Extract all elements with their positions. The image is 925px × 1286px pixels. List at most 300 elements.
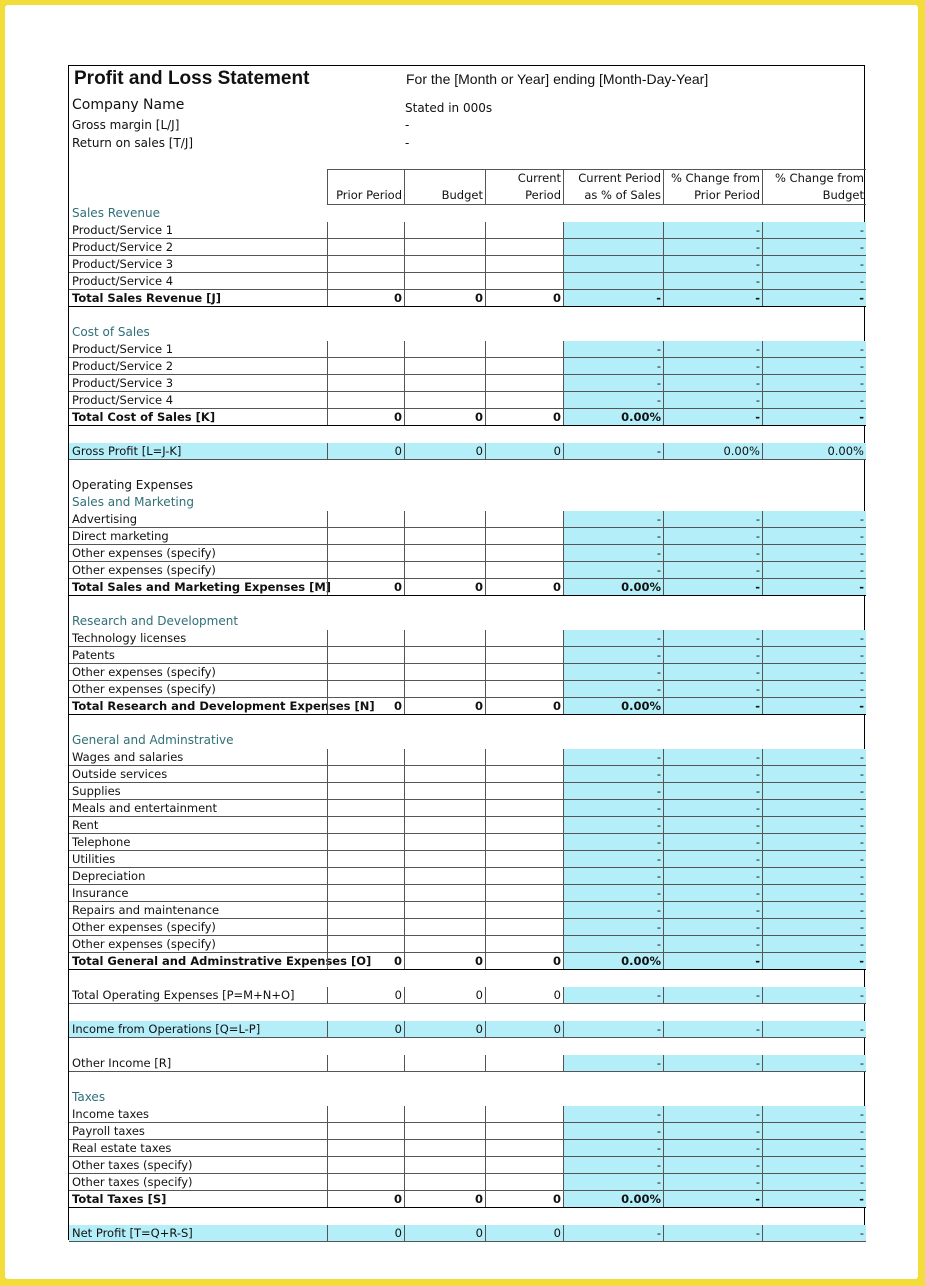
cell-col-5[interactable]: - [663,562,762,579]
row-label: Other taxes (specify) [72,1158,193,1172]
cell-col-5[interactable]: - [663,375,762,392]
cell-col-4[interactable]: - [563,1157,663,1174]
cell-col-2[interactable] [404,817,485,834]
cell-col-6[interactable]: - [762,1225,866,1242]
cell-col-3[interactable] [485,817,563,834]
cell-col-5[interactable]: - [663,1191,762,1208]
cell-col-4[interactable]: - [563,664,663,681]
cell-col-2[interactable] [404,256,485,273]
cell-col-5[interactable]: - [663,256,762,273]
cell-col-5[interactable]: - [663,545,762,562]
cell-col-3[interactable] [485,919,563,936]
cell-col-3[interactable] [485,664,563,681]
column-header-line2: Prior Period [336,188,402,202]
row-label: Real estate taxes [72,1141,172,1155]
cell-col-3[interactable] [485,392,563,409]
cell-col-4[interactable]: - [563,545,663,562]
cell-col-5[interactable]: - [663,630,762,647]
cell-col-4[interactable]: - [563,341,663,358]
row-label: Total Sales and Marketing Expenses [M] [72,580,332,594]
cell-col-2[interactable] [404,851,485,868]
cell-col-1[interactable] [327,222,404,239]
cell-col-6[interactable]: - [762,1157,866,1174]
cell-col-1[interactable] [327,647,404,664]
cell-col-4[interactable] [563,273,663,290]
cell-col-3[interactable]: 0 [485,1021,563,1038]
column-header-line1: % Change from [670,171,760,185]
cell-col-3[interactable]: 0 [485,987,563,1004]
cell-col-5[interactable]: - [663,392,762,409]
cell-col-1[interactable] [327,885,404,902]
cell-col-6[interactable]: - [762,987,866,1004]
cell-col-5[interactable]: 0.00% [663,443,762,460]
cell-col-4[interactable]: - [563,783,663,800]
cell-col-1[interactable] [327,375,404,392]
cell-col-2[interactable] [404,1157,485,1174]
cell-col-1[interactable]: 0 [327,987,404,1004]
cell-col-4[interactable]: - [563,817,663,834]
cell-col-1[interactable] [327,783,404,800]
cell-col-4[interactable]: - [563,1106,663,1123]
cell-col-1[interactable] [327,273,404,290]
cell-col-6[interactable]: - [762,919,866,936]
cell-col-3[interactable] [485,341,563,358]
cell-col-4[interactable]: - [563,902,663,919]
cell-col-2[interactable]: 0 [404,409,485,426]
cell-col-2[interactable] [404,681,485,698]
cell-col-5[interactable]: - [663,1021,762,1038]
cell-col-6[interactable]: - [762,256,866,273]
cell-col-5[interactable]: - [663,290,762,307]
company-name: Company Name [72,97,185,113]
cell-col-3[interactable]: 0 [485,1225,563,1242]
table-row [69,1140,866,1157]
cell-col-3[interactable]: 0 [485,1191,563,1208]
cell-col-3[interactable]: 0 [485,579,563,596]
cell-col-5[interactable]: - [663,953,762,970]
cell-col-6[interactable]: - [762,1140,866,1157]
cell-col-4[interactable]: 0.00% [563,953,663,970]
cell-col-2[interactable] [404,1106,485,1123]
cell-col-4[interactable]: - [563,1140,663,1157]
cell-col-5[interactable]: - [663,528,762,545]
cell-col-6[interactable]: - [762,239,866,256]
cell-col-5[interactable]: - [663,1157,762,1174]
table-row [69,919,866,936]
cell-col-4[interactable]: - [563,511,663,528]
table-row [69,273,866,290]
cell-col-2[interactable] [404,783,485,800]
column-header-line2: Budget [441,188,483,202]
cell-col-6[interactable]: - [762,358,866,375]
gross-margin-value: - [405,118,410,132]
cell-col-3[interactable] [485,834,563,851]
column-header-line2: Budget [822,188,864,202]
cell-col-1[interactable] [327,511,404,528]
cell-col-6[interactable]: - [762,681,866,698]
cell-col-6[interactable]: - [762,1106,866,1123]
cell-col-3[interactable] [485,1174,563,1191]
cell-col-6[interactable]: - [762,511,866,528]
cell-col-3[interactable] [485,358,563,375]
cell-col-3[interactable] [485,528,563,545]
cell-col-3[interactable] [485,647,563,664]
cell-col-5[interactable]: - [663,511,762,528]
cell-col-4[interactable]: - [563,681,663,698]
cell-col-1[interactable] [327,358,404,375]
cell-col-2[interactable]: 0 [404,1021,485,1038]
cell-col-2[interactable] [404,647,485,664]
total-row [69,953,866,970]
cell-col-6[interactable]: - [762,409,866,426]
cell-col-6[interactable]: - [762,375,866,392]
cell-col-5[interactable]: - [663,681,762,698]
cell-col-4[interactable]: - [563,749,663,766]
cell-col-2[interactable]: 0 [404,1225,485,1242]
cell-col-2[interactable] [404,1174,485,1191]
cell-col-5[interactable]: - [663,1055,762,1072]
cell-col-5[interactable]: - [663,919,762,936]
cell-col-1[interactable]: 0 [327,579,404,596]
cell-col-3[interactable] [485,375,563,392]
cell-col-3[interactable] [485,239,563,256]
table-row [69,800,866,817]
cell-col-4[interactable] [563,222,663,239]
cell-col-3[interactable] [485,885,563,902]
cell-col-5[interactable]: - [663,766,762,783]
cell-col-6[interactable]: - [762,698,866,715]
cell-col-2[interactable] [404,358,485,375]
cell-col-3[interactable]: 0 [485,443,563,460]
cell-col-4[interactable]: 0.00% [563,409,663,426]
cell-col-1[interactable] [327,1140,404,1157]
cell-col-2[interactable] [404,936,485,953]
table-row [69,1157,866,1174]
cell-col-1[interactable] [327,919,404,936]
cell-col-4[interactable]: - [563,375,663,392]
cell-col-2[interactable] [404,766,485,783]
cell-col-3[interactable] [485,1106,563,1123]
cell-col-3[interactable] [485,783,563,800]
cell-col-4[interactable]: - [563,1055,663,1072]
spacer-row [69,1208,866,1225]
cell-col-4[interactable]: - [563,290,663,307]
total-row [69,409,866,426]
cell-col-6[interactable]: - [762,562,866,579]
cell-col-3[interactable] [485,902,563,919]
cell-col-6[interactable]: 0.00% [762,443,866,460]
cell-col-4[interactable]: - [563,647,663,664]
cell-col-1[interactable] [327,1157,404,1174]
cell-col-3[interactable] [485,1055,563,1072]
cell-col-1[interactable]: 0 [327,698,404,715]
cell-col-2[interactable] [404,545,485,562]
cell-col-4[interactable]: 0.00% [563,1191,663,1208]
cell-col-6[interactable]: - [762,290,866,307]
cell-col-2[interactable] [404,800,485,817]
cell-col-4[interactable]: - [563,443,663,460]
cell-col-2[interactable]: 0 [404,290,485,307]
cell-col-1[interactable] [327,1174,404,1191]
cell-col-5[interactable]: - [663,800,762,817]
cell-col-6[interactable]: - [762,1055,866,1072]
cell-col-6[interactable]: - [762,817,866,834]
cell-col-6[interactable]: - [762,528,866,545]
cell-col-4[interactable]: - [563,1123,663,1140]
cell-col-4[interactable]: - [563,834,663,851]
cell-col-6[interactable]: - [762,647,866,664]
cell-col-5[interactable]: - [663,273,762,290]
cell-col-1[interactable] [327,341,404,358]
cell-col-1[interactable] [327,256,404,273]
cell-col-2[interactable]: 0 [404,443,485,460]
cell-col-1[interactable] [327,851,404,868]
cell-col-2[interactable] [404,239,485,256]
cell-col-5[interactable]: - [663,1174,762,1191]
cell-col-6[interactable]: - [762,953,866,970]
cell-col-1[interactable] [327,936,404,953]
row-label: Product/Service 3 [72,376,174,390]
cell-col-6[interactable]: - [762,1123,866,1140]
cell-col-2[interactable] [404,630,485,647]
cell-col-1[interactable]: 0 [327,443,404,460]
cell-col-5[interactable]: - [663,647,762,664]
cell-col-1[interactable] [327,681,404,698]
cell-col-5[interactable]: - [663,1225,762,1242]
cell-col-5[interactable]: - [663,1140,762,1157]
cell-col-2[interactable] [404,1055,485,1072]
cell-col-4[interactable]: 0.00% [563,698,663,715]
cell-col-5[interactable]: - [663,817,762,834]
cell-col-3[interactable] [485,630,563,647]
cell-col-1[interactable] [327,800,404,817]
cell-col-5[interactable]: - [663,749,762,766]
cell-col-6[interactable]: - [762,936,866,953]
cell-col-1[interactable]: 0 [327,1021,404,1038]
cell-col-2[interactable] [404,273,485,290]
cell-col-3[interactable] [485,1140,563,1157]
cell-col-3[interactable]: 0 [485,290,563,307]
cell-col-1[interactable]: 0 [327,953,404,970]
cell-col-4[interactable]: - [563,630,663,647]
cell-col-6[interactable]: - [762,664,866,681]
cell-col-4[interactable]: - [563,766,663,783]
cell-col-6[interactable]: - [762,766,866,783]
column-header-line2: Period [525,188,561,202]
cell-col-3[interactable] [485,800,563,817]
cell-col-5[interactable]: - [663,902,762,919]
cell-col-5[interactable]: - [663,1106,762,1123]
cell-col-5[interactable]: - [663,936,762,953]
cell-col-2[interactable] [404,222,485,239]
cell-col-2[interactable] [404,664,485,681]
cell-col-4[interactable]: - [563,562,663,579]
cell-col-3[interactable] [485,256,563,273]
cell-col-6[interactable]: - [762,273,866,290]
cell-col-1[interactable] [327,1123,404,1140]
cell-col-1[interactable] [327,817,404,834]
table-row [69,664,866,681]
cell-col-4[interactable]: - [563,919,663,936]
cell-col-1[interactable] [327,834,404,851]
cell-col-4[interactable]: - [563,528,663,545]
cell-col-6[interactable]: - [762,885,866,902]
cell-col-6[interactable]: - [762,868,866,885]
cell-col-2[interactable] [404,392,485,409]
row-label: Total Taxes [S] [72,1192,167,1206]
cell-col-5[interactable]: - [663,698,762,715]
cell-col-5[interactable]: - [663,341,762,358]
cell-col-4[interactable]: 0.00% [563,579,663,596]
summary-row [69,1021,866,1038]
cell-col-3[interactable] [485,681,563,698]
table-row [69,817,866,834]
cell-col-5[interactable]: - [663,579,762,596]
cell-col-5[interactable]: - [663,885,762,902]
row-label: Other expenses (specify) [72,682,216,696]
cell-col-6[interactable]: - [762,545,866,562]
cell-col-6[interactable]: - [762,851,866,868]
cell-col-3[interactable] [485,545,563,562]
cell-col-3[interactable] [485,851,563,868]
cell-col-2[interactable] [404,885,485,902]
cell-col-6[interactable]: - [762,579,866,596]
cell-col-3[interactable] [485,1157,563,1174]
cell-col-3[interactable]: 0 [485,953,563,970]
cell-col-6[interactable]: - [762,1021,866,1038]
cell-col-6[interactable]: - [762,341,866,358]
table-row [69,1106,866,1123]
cell-col-2[interactable] [404,562,485,579]
cell-col-4[interactable]: - [563,885,663,902]
cell-col-5[interactable]: - [663,222,762,239]
cell-col-6[interactable]: - [762,1191,866,1208]
cell-col-6[interactable]: - [762,630,866,647]
cell-col-2[interactable]: 0 [404,987,485,1004]
cell-col-4[interactable]: - [563,936,663,953]
cell-col-4[interactable]: - [563,1021,663,1038]
cell-col-2[interactable] [404,528,485,545]
cell-col-2[interactable] [404,834,485,851]
row-label: Other Income [R] [72,1056,172,1070]
cell-col-2[interactable] [404,749,485,766]
cell-col-1[interactable]: 0 [327,409,404,426]
cell-col-3[interactable] [485,766,563,783]
cell-col-1[interactable] [327,545,404,562]
cell-col-4[interactable]: - [563,1174,663,1191]
cell-col-3[interactable] [485,511,563,528]
table-row [69,239,866,256]
cell-col-3[interactable] [485,1123,563,1140]
gross-margin-label: Gross margin [L/J] [72,118,180,132]
cell-col-6[interactable]: - [762,902,866,919]
cell-col-5[interactable]: - [663,868,762,885]
row-label: Income from Operations [Q=L-P] [72,1022,261,1036]
cell-col-1[interactable] [327,902,404,919]
cell-col-3[interactable] [485,562,563,579]
row-label: Direct marketing [72,529,169,543]
table-row [69,936,866,953]
cell-col-1[interactable] [327,1055,404,1072]
cell-col-1[interactable] [327,392,404,409]
cell-col-5[interactable]: - [663,783,762,800]
cell-col-2[interactable]: 0 [404,698,485,715]
cell-col-1[interactable] [327,562,404,579]
cell-col-1[interactable]: 0 [327,1225,404,1242]
cell-col-4[interactable]: - [563,800,663,817]
cell-col-1[interactable] [327,664,404,681]
cell-col-6[interactable]: - [762,1174,866,1191]
cell-col-5[interactable]: - [663,1123,762,1140]
cell-col-1[interactable] [327,1106,404,1123]
cell-col-1[interactable] [327,868,404,885]
cell-col-2[interactable] [404,1140,485,1157]
cell-col-4[interactable]: - [563,851,663,868]
cell-col-3[interactable]: 0 [485,409,563,426]
cell-col-5[interactable]: - [663,851,762,868]
cell-col-3[interactable] [485,222,563,239]
cell-col-6[interactable]: - [762,392,866,409]
spacer-row [69,426,866,443]
cell-col-1[interactable]: 0 [327,290,404,307]
cell-col-1[interactable] [327,766,404,783]
cell-col-3[interactable] [485,273,563,290]
cell-col-5[interactable]: - [663,664,762,681]
cell-col-2[interactable] [404,341,485,358]
cell-col-1[interactable] [327,239,404,256]
cell-col-4[interactable] [563,239,663,256]
row-label: Meals and entertainment [72,801,217,815]
cell-col-4[interactable] [563,256,663,273]
cell-col-4[interactable]: - [563,358,663,375]
section-heading [69,494,866,511]
cell-col-6[interactable]: - [762,783,866,800]
cell-col-6[interactable]: - [762,800,866,817]
cell-col-5[interactable]: - [663,834,762,851]
cell-col-2[interactable] [404,902,485,919]
cell-col-5[interactable]: - [663,358,762,375]
cell-col-2[interactable]: 0 [404,579,485,596]
cell-col-2[interactable] [404,1123,485,1140]
cell-col-5[interactable]: - [663,409,762,426]
cell-col-2[interactable] [404,375,485,392]
cell-col-3[interactable] [485,749,563,766]
cell-col-5[interactable]: - [663,239,762,256]
cell-col-4[interactable]: - [563,1225,663,1242]
cell-col-3[interactable] [485,868,563,885]
cell-col-1[interactable] [327,630,404,647]
cell-col-2[interactable] [404,919,485,936]
table-row [69,1055,866,1072]
cell-col-1[interactable] [327,528,404,545]
cell-col-1[interactable] [327,749,404,766]
cell-col-2[interactable] [404,868,485,885]
cell-col-3[interactable]: 0 [485,698,563,715]
cell-col-6[interactable]: - [762,834,866,851]
cell-col-5[interactable]: - [663,987,762,1004]
cell-col-4[interactable]: - [563,392,663,409]
cell-col-1[interactable]: 0 [327,1191,404,1208]
cell-col-3[interactable] [485,936,563,953]
page [5,5,918,1279]
cell-col-6[interactable]: - [762,222,866,239]
cell-col-4[interactable]: - [563,987,663,1004]
cell-col-2[interactable]: 0 [404,953,485,970]
cell-col-2[interactable] [404,511,485,528]
cell-col-4[interactable]: - [563,868,663,885]
cell-col-6[interactable]: - [762,749,866,766]
cell-col-2[interactable]: 0 [404,1191,485,1208]
